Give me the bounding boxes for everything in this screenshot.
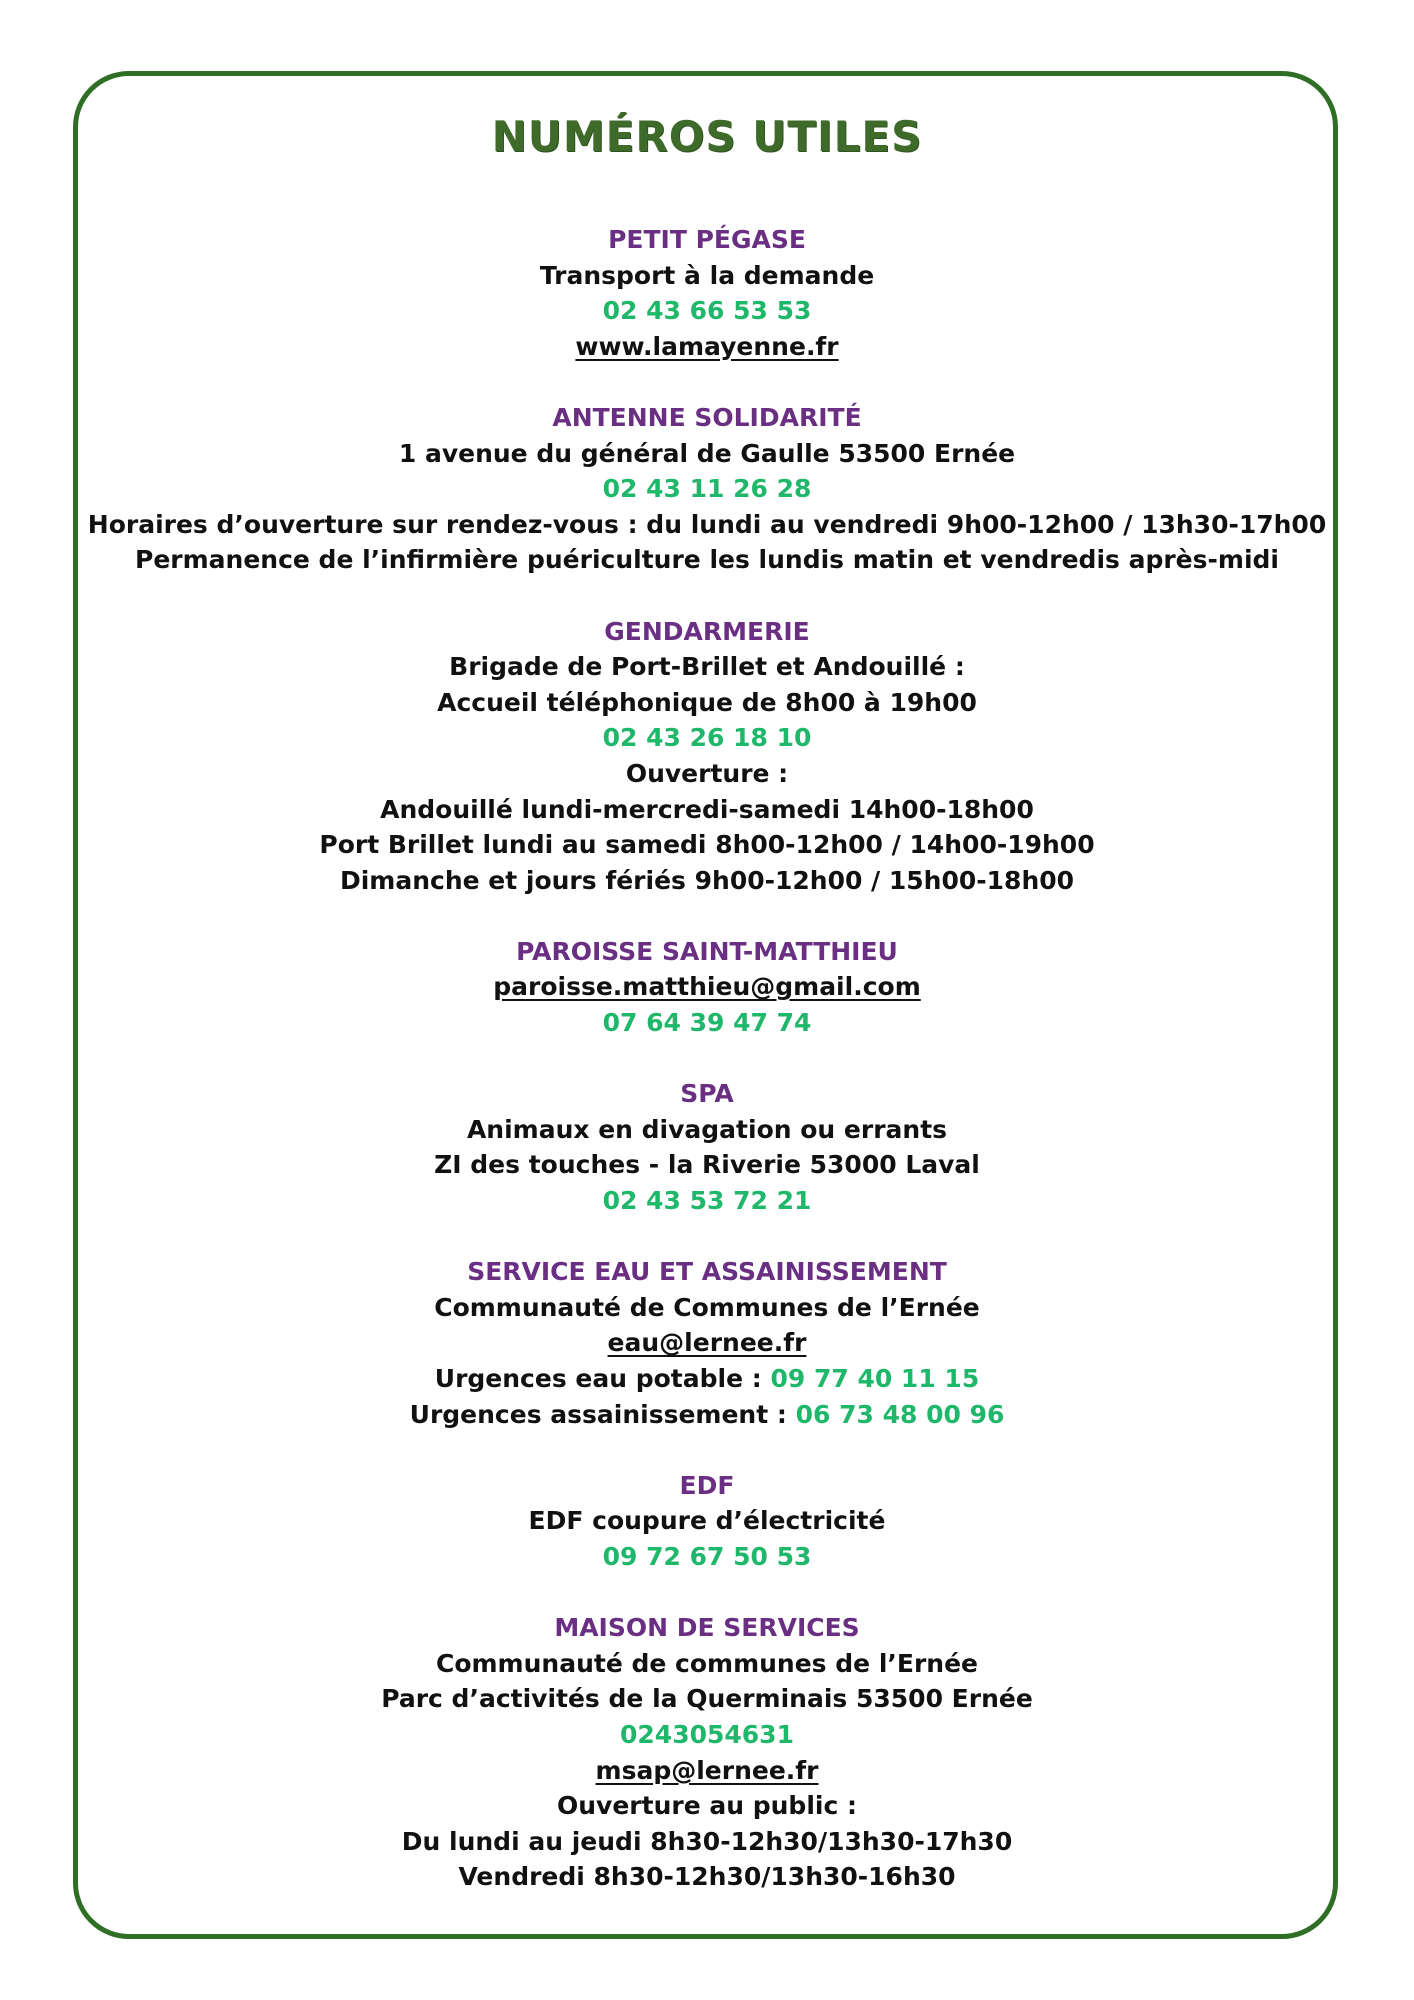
email-link[interactable]: paroisse.matthieu@gmail.com	[493, 972, 921, 1002]
section-address: 1 avenue du général de Gaulle 53500 Ernée	[398, 438, 1016, 468]
section-heading: PETIT PÉGASE	[608, 225, 806, 254]
section-text: Brigade de Port-Brillet et Andouillé :	[449, 652, 965, 682]
phone-number[interactable]: 07 64 39 47 74	[602, 1008, 812, 1038]
email-link[interactable]: eau@lernee.fr	[607, 1328, 807, 1358]
section-heading: PAROISSE SAINT-MATTHIEU	[516, 936, 898, 966]
section-antenne-solidarite	[0, 400, 1414, 578]
opening-hours: Horaires d’ouverture sur rendez-vous : du lundi au vendredi 9h00-12h00 / 13h30-17h00	[87, 509, 1327, 539]
emergency-label: Urgences eau potable :	[434, 1364, 771, 1393]
phone-number[interactable]: 02 43 66 53 53	[602, 296, 812, 326]
opening-hours: Andouillé lundi-mercredi-samedi 14h00-18h00	[380, 794, 1034, 824]
section-heading: ANTENNE SOLIDARITÉ	[552, 402, 862, 432]
opening-hours: Dimanche et jours fériés 9h00-12h00 / 15h00-18h00	[339, 865, 1075, 895]
section-edf	[0, 1468, 1414, 1575]
section-service-eau	[0, 1254, 1414, 1432]
section-address: ZI des touches - la Riverie 53000 Laval	[434, 1150, 980, 1180]
phone-number[interactable]: 0243054631	[620, 1719, 794, 1749]
section-spa	[0, 1076, 1414, 1218]
emergency-label: Urgences assainissement :	[409, 1399, 796, 1429]
emergency-line	[0, 1361, 1414, 1397]
section-text: Accueil téléphonique de 8h00 à 19h00	[437, 687, 977, 717]
section-text: Communauté de Communes de l’Ernée	[434, 1292, 980, 1322]
section-heading: SPA	[680, 1079, 734, 1109]
opening-hours: Port Brillet lundi au samedi 8h00-12h00 / 14h00-19h00	[319, 830, 1095, 860]
page-title: NUMÉROS UTILES	[491, 112, 923, 161]
section-text: Ouverture :	[625, 758, 789, 788]
section-text: Transport à la demande	[539, 260, 875, 290]
section-text: Permanence de l’infirmière puériculture les lundis matin et vendredis après-midi	[135, 545, 1279, 575]
website-link[interactable]: www.lamayenne.fr	[575, 331, 839, 361]
phone-number[interactable]: 06 73 48 00 96	[795, 1399, 1005, 1429]
phone-number[interactable]: 09 77 40 11 15	[770, 1364, 980, 1393]
section-petit-pegase	[0, 222, 1414, 364]
section-address: Parc d’activités de la Querminais 53500 Ernée	[381, 1684, 1033, 1714]
phone-number[interactable]: 02 43 11 26 28	[602, 474, 812, 504]
opening-hours: Vendredi 8h30-12h30/13h30-16h30	[458, 1862, 956, 1892]
section-gendarmerie	[0, 614, 1414, 899]
section-text: Communauté de communes de l’Ernée	[435, 1648, 979, 1678]
section-heading: EDF	[679, 1470, 735, 1500]
section-maison-services	[0, 1610, 1414, 1895]
contacts-list	[0, 222, 1414, 1895]
section-text: Ouverture au public :	[557, 1791, 857, 1821]
phone-number[interactable]: 02 43 26 18 10	[602, 723, 812, 753]
section-text: Animaux en divagation ou errants	[466, 1114, 948, 1144]
email-link[interactable]: msap@lernee.fr	[595, 1755, 819, 1785]
section-text: EDF coupure d’électricité	[528, 1506, 886, 1536]
section-paroisse	[0, 934, 1414, 1041]
phone-number[interactable]: 09 72 67 50 53	[602, 1541, 812, 1571]
opening-hours: Du lundi au jeudi 8h30-12h30/13h30-17h30	[401, 1826, 1013, 1856]
section-heading: GENDARMERIE	[604, 616, 810, 646]
emergency-line	[0, 1397, 1414, 1433]
section-heading: MAISON DE SERVICES	[554, 1613, 860, 1643]
phone-number[interactable]: 02 43 53 72 21	[602, 1186, 812, 1216]
section-heading: SERVICE EAU ET ASSAINISSEMENT	[467, 1257, 947, 1287]
